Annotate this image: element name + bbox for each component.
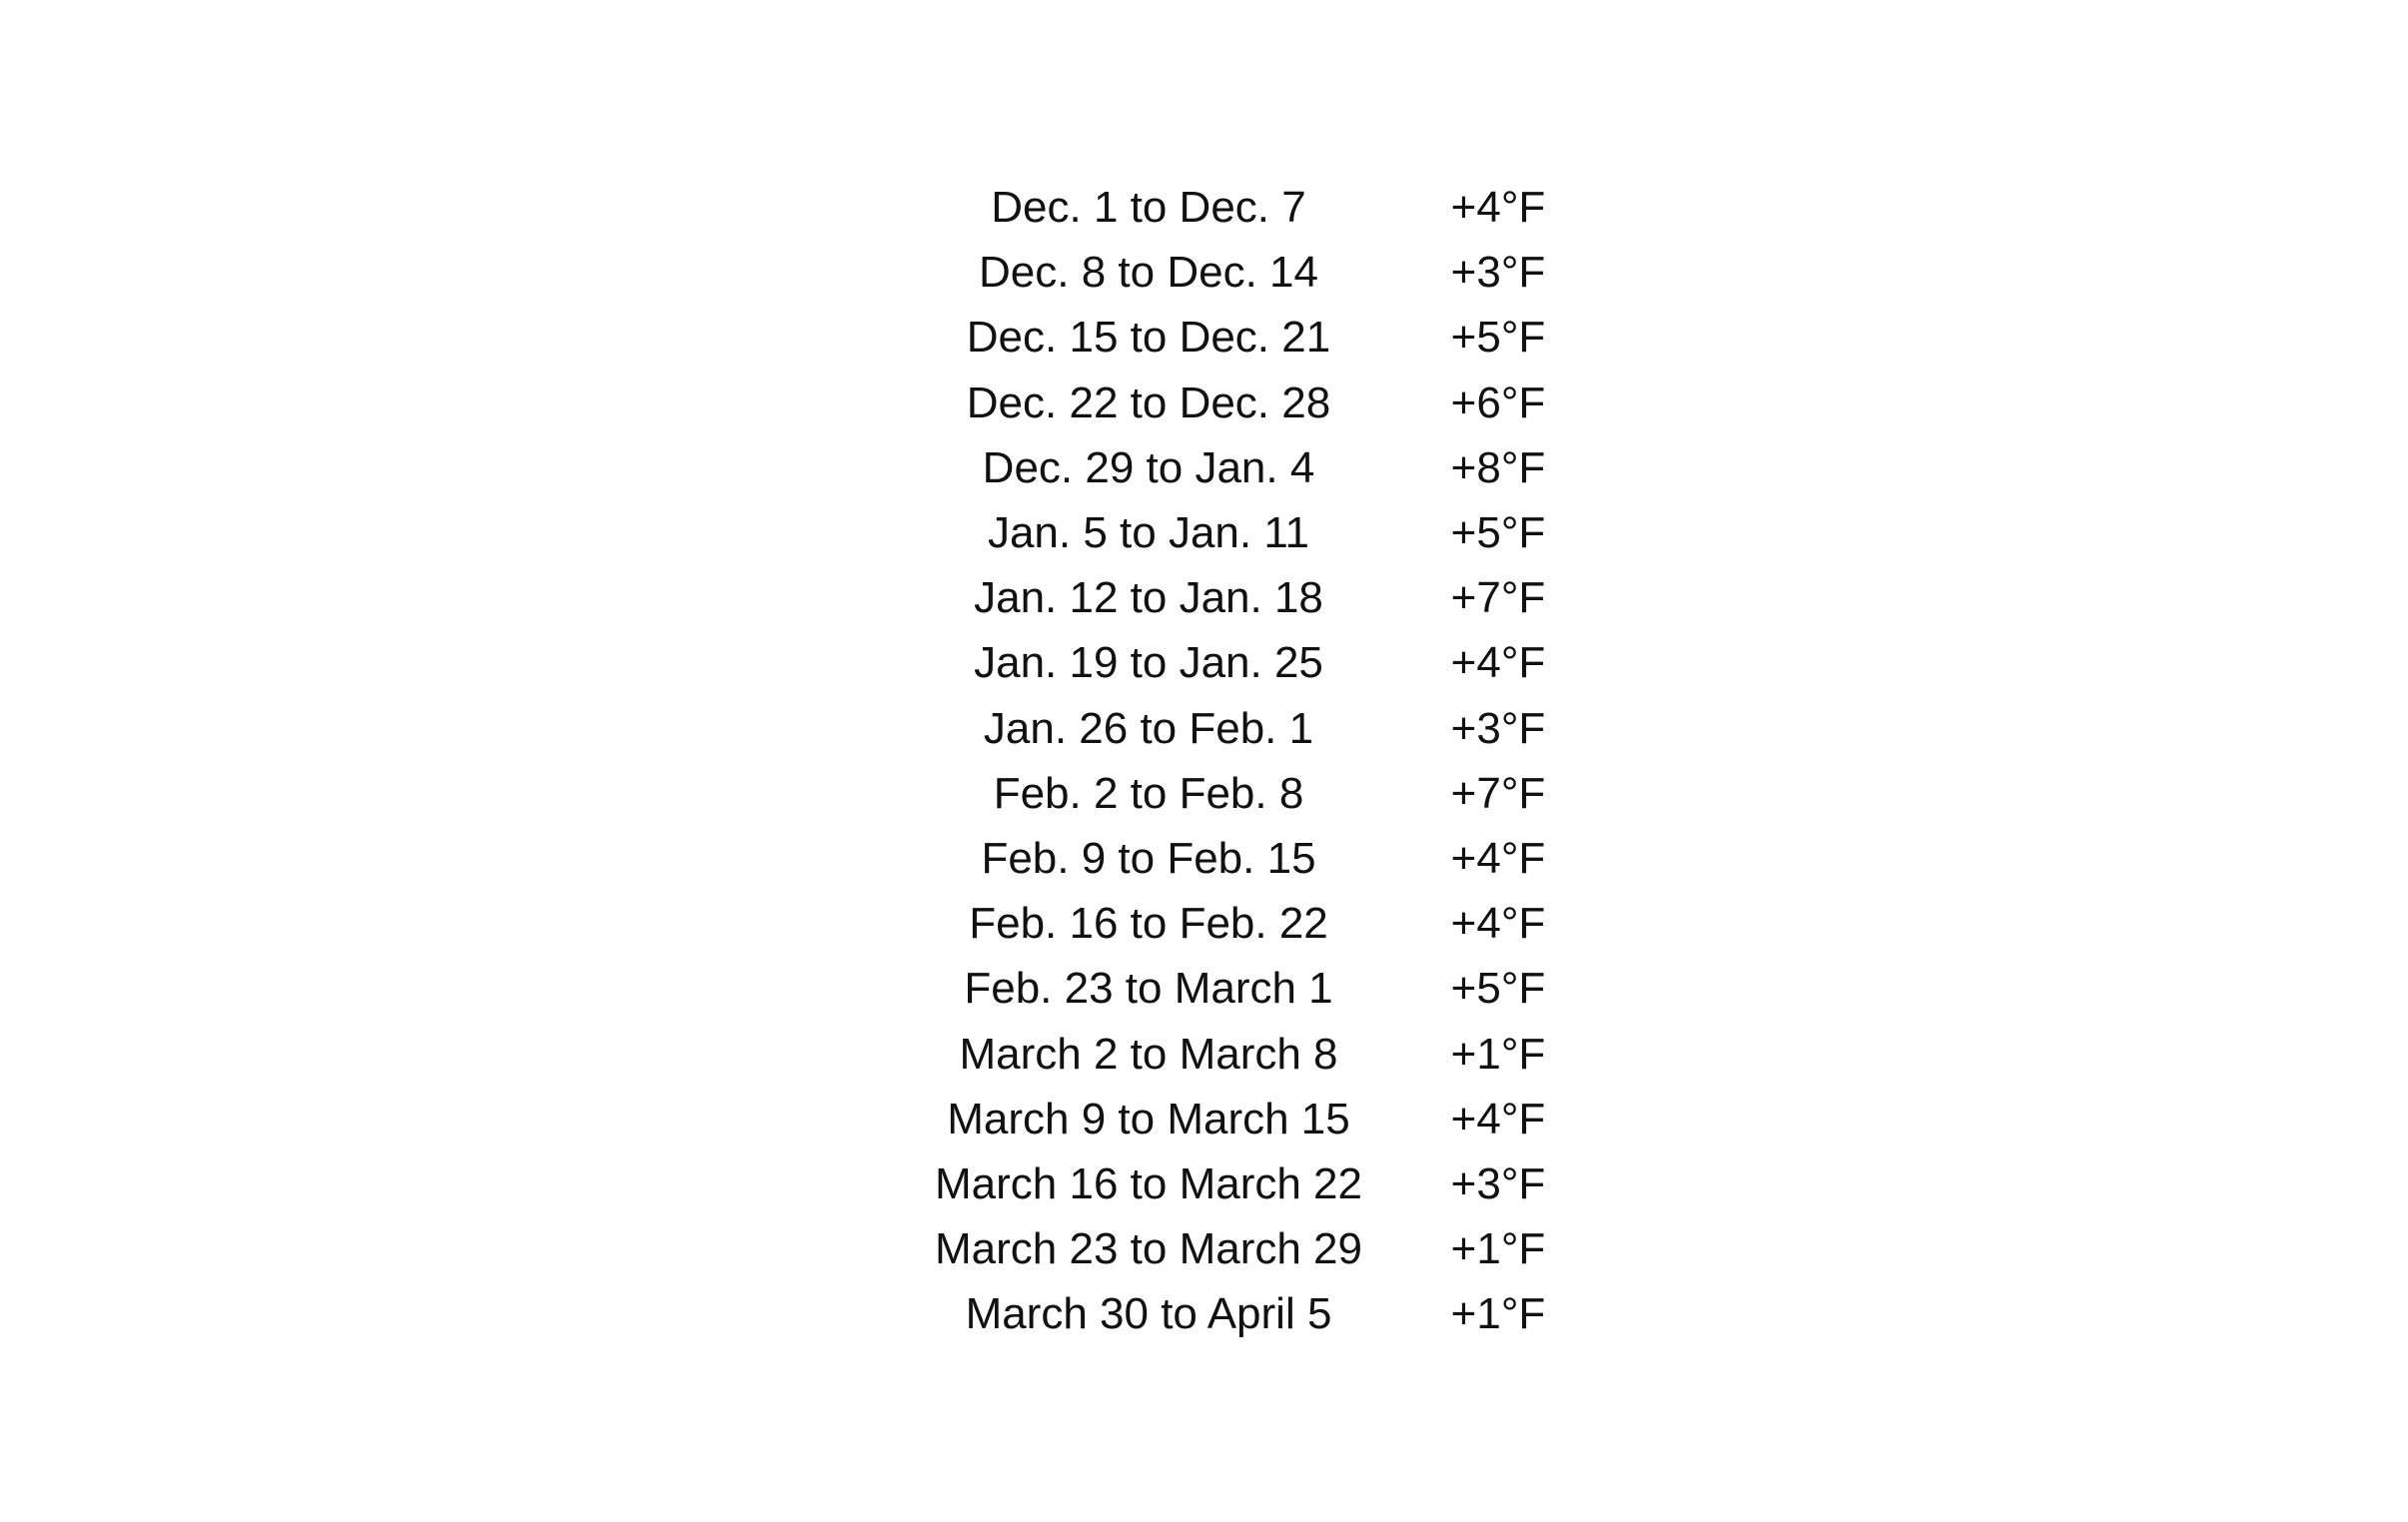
table-row — [0, 305, 2408, 370]
table-row — [0, 956, 2408, 1021]
temperature-anomaly-value: +1°F — [1450, 1224, 1546, 1274]
table-row — [0, 696, 2408, 761]
table-row — [0, 1216, 2408, 1281]
table-row — [0, 1022, 2408, 1087]
table-row — [0, 826, 2408, 891]
period-label: March 16 to March 22 — [935, 1159, 1362, 1208]
period-label: Dec. 8 to Dec. 14 — [979, 248, 1318, 298]
table-row — [0, 761, 2408, 826]
period-label: Feb. 2 to Feb. 8 — [993, 768, 1304, 818]
period-label: Dec. 22 to Dec. 28 — [966, 378, 1331, 427]
temperature-anomaly-value: +5°F — [1450, 964, 1546, 1014]
period-label: Dec. 29 to Jan. 4 — [982, 442, 1315, 492]
table-row — [0, 240, 2408, 305]
temperature-anomaly-value: +3°F — [1450, 703, 1546, 753]
period-label: Dec. 15 to Dec. 21 — [966, 313, 1331, 363]
temperature-anomaly-value: +7°F — [1450, 573, 1546, 623]
period-label: Feb. 9 to Feb. 15 — [981, 834, 1316, 883]
temperature-anomaly-value: +4°F — [1450, 1094, 1546, 1143]
temperature-anomaly-value: +4°F — [1450, 638, 1546, 688]
period-label: Jan. 19 to Jan. 25 — [974, 638, 1323, 688]
period-label: Jan. 5 to Jan. 11 — [987, 508, 1310, 557]
temperature-anomaly-value: +3°F — [1450, 248, 1546, 298]
table-row — [0, 1151, 2408, 1216]
temperature-anomaly-value: +3°F — [1450, 1159, 1546, 1208]
temperature-anomaly-value: +1°F — [1450, 1289, 1546, 1339]
temperature-anomaly-value: +4°F — [1450, 183, 1546, 232]
table-row — [0, 891, 2408, 956]
temperature-anomaly-value: +4°F — [1450, 899, 1546, 949]
temperature-anomaly-value: +8°F — [1450, 442, 1546, 492]
table-row — [0, 435, 2408, 500]
table-row — [0, 1087, 2408, 1151]
period-label: Jan. 12 to Jan. 18 — [974, 573, 1323, 623]
table-row — [0, 371, 2408, 435]
table-row — [0, 1281, 2408, 1346]
period-label: Dec. 1 to Dec. 7 — [991, 183, 1306, 232]
period-label: Feb. 23 to March 1 — [964, 964, 1333, 1014]
period-label: March 9 to March 15 — [947, 1094, 1350, 1143]
period-label: Feb. 16 to Feb. 22 — [969, 899, 1328, 949]
temperature-anomaly-value: +4°F — [1450, 834, 1546, 883]
table-row — [0, 175, 2408, 240]
temperature-anomaly-value: +6°F — [1450, 378, 1546, 427]
temperature-anomaly-value: +7°F — [1450, 768, 1546, 818]
table-row — [0, 500, 2408, 565]
period-label: Jan. 26 to Feb. 1 — [983, 703, 1314, 753]
period-label: March 23 to March 29 — [935, 1224, 1362, 1274]
temperature-anomaly-value: +5°F — [1450, 313, 1546, 363]
period-label: March 30 to April 5 — [965, 1289, 1332, 1339]
table-row — [0, 630, 2408, 695]
table-row — [0, 565, 2408, 630]
period-label: March 2 to March 8 — [959, 1029, 1338, 1079]
temperature-anomaly-value: +1°F — [1450, 1029, 1546, 1079]
temperature-anomaly-value: +5°F — [1450, 508, 1546, 557]
